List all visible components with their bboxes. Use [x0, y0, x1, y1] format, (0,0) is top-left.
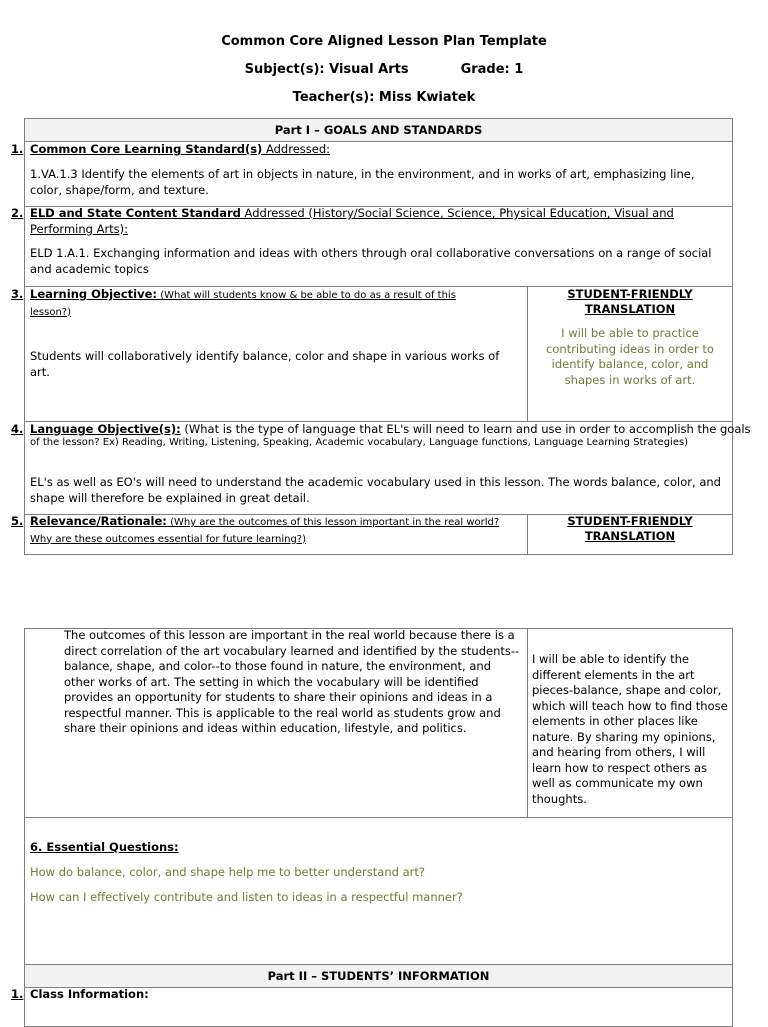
- part2-heading: Part II – STUDENTS’ INFORMATION: [24, 964, 733, 988]
- item5-translation-heading: STUDENT-FRIENDLY TRANSLATION: [567, 514, 693, 543]
- item3-label-line: [30, 287, 500, 320]
- part1-heading: Part I – GOALS AND STANDARDS: [24, 118, 733, 142]
- teacher-label: Teacher(s): Miss Kwiatek: [292, 90, 476, 105]
- item5-label: Relevance/Rationale:: [30, 514, 167, 528]
- item1-body: 1.VA.1.3 Identify the elements of art in objects in nature, in the environment, and in works of art, emphasizing line, color, shape/form, and texture.: [30, 167, 695, 197]
- essential-questions-heading: 6. Essential Questions:: [30, 840, 179, 854]
- relevance-body: The outcomes of this lesson are important in the real world because there is a direct correlation of the art vocabulary learned and identified by the students--balance, shape, and color--to those found in nature, the environment, and other works of art. The setting in which the vocabulary will be identified provides an opportunity for students to share their opinions and ideas in a respectful manner. This is applicable to the real world as students grow and share their opinions and ideas within education, lifestyle, and politics.: [64, 628, 520, 735]
- grade-label: Grade: 1: [460, 62, 524, 77]
- item4-label-suffix-rest: of the lesson? Ex) Reading, Writing, Listening, Speaking, Academic vocabulary, Language functions, Language Learning Strategies): [30, 437, 689, 448]
- item5-number: 5.: [11, 514, 24, 528]
- subject-grade-line: [0, 62, 768, 77]
- essential-question-2: How can I effectively contribute and listen to ideas in a respectful manner?: [30, 890, 463, 904]
- item4-label-suffix: (What is the type of language that EL's will need to learn and use in order to accomplish the goals: [180, 422, 751, 436]
- item1-label-line: [30, 142, 720, 158]
- item1-label: Common Core Learning Standard(s): [30, 142, 263, 156]
- item2-label: ELD and State Content Standard: [30, 206, 241, 220]
- item2-body: ELD 1.A.1. Exchanging information and ideas with others through oral collaborative conversations on a range of social and academic topics: [30, 246, 712, 276]
- item1-number: 1.: [11, 142, 24, 156]
- item3-body: Students will collaboratively identify balance, color and shape in various works of art.: [30, 349, 500, 379]
- item5-label-suffix: (Why are the outcomes of this lesson important in the real world? Why are these outcomes essential for future learning?): [30, 517, 500, 545]
- relevance-translation-text: I will be able to identify the different elements in the art pieces-balance, shape and color, which will teach how to find those elements in other places like nature. By sharing my opinions, and hearing from others, I will learn how to respect others as well as communicate my own thoughts.: [532, 652, 728, 806]
- item2-label-line: [30, 206, 710, 237]
- item1-label-suffix: Addressed:: [262, 142, 331, 156]
- subject-label: Subject(s): Visual Arts: [244, 62, 409, 77]
- item3-number: 3.: [11, 287, 24, 301]
- part2-item1-number: 1.: [11, 987, 24, 1001]
- item5-label-line: [30, 514, 500, 547]
- item4-label: Language Objective(s):: [30, 422, 181, 436]
- item3-label-suffix: (What will students know & be able to do as a result of this lesson?): [30, 290, 456, 318]
- item3-label: Learning Objective:: [30, 287, 158, 301]
- class-information-label: Class Information:: [30, 987, 149, 1001]
- item3-translation-text: I will be able to practice contributing ideas in order to identify balance, color, and shapes in works of art.: [546, 326, 714, 387]
- document-title: Common Core Aligned Lesson Plan Template: [221, 34, 547, 49]
- item4-body: EL's as well as EO's will need to understand the academic vocabulary used in this lesson. The words balance, color, and shape will therefore be explained in great detail.: [30, 475, 721, 505]
- item2-label-suffix: Addressed (History/Social Science, Science, Physical Education, Visual and Performing Arts):: [30, 206, 674, 236]
- item3-translation-heading: STUDENT-FRIENDLY TRANSLATION: [567, 287, 693, 316]
- item2-number: 2.: [11, 206, 24, 220]
- essential-question-1: How do balance, color, and shape help me to better understand art?: [30, 865, 425, 879]
- item4-number: 4.: [11, 422, 24, 436]
